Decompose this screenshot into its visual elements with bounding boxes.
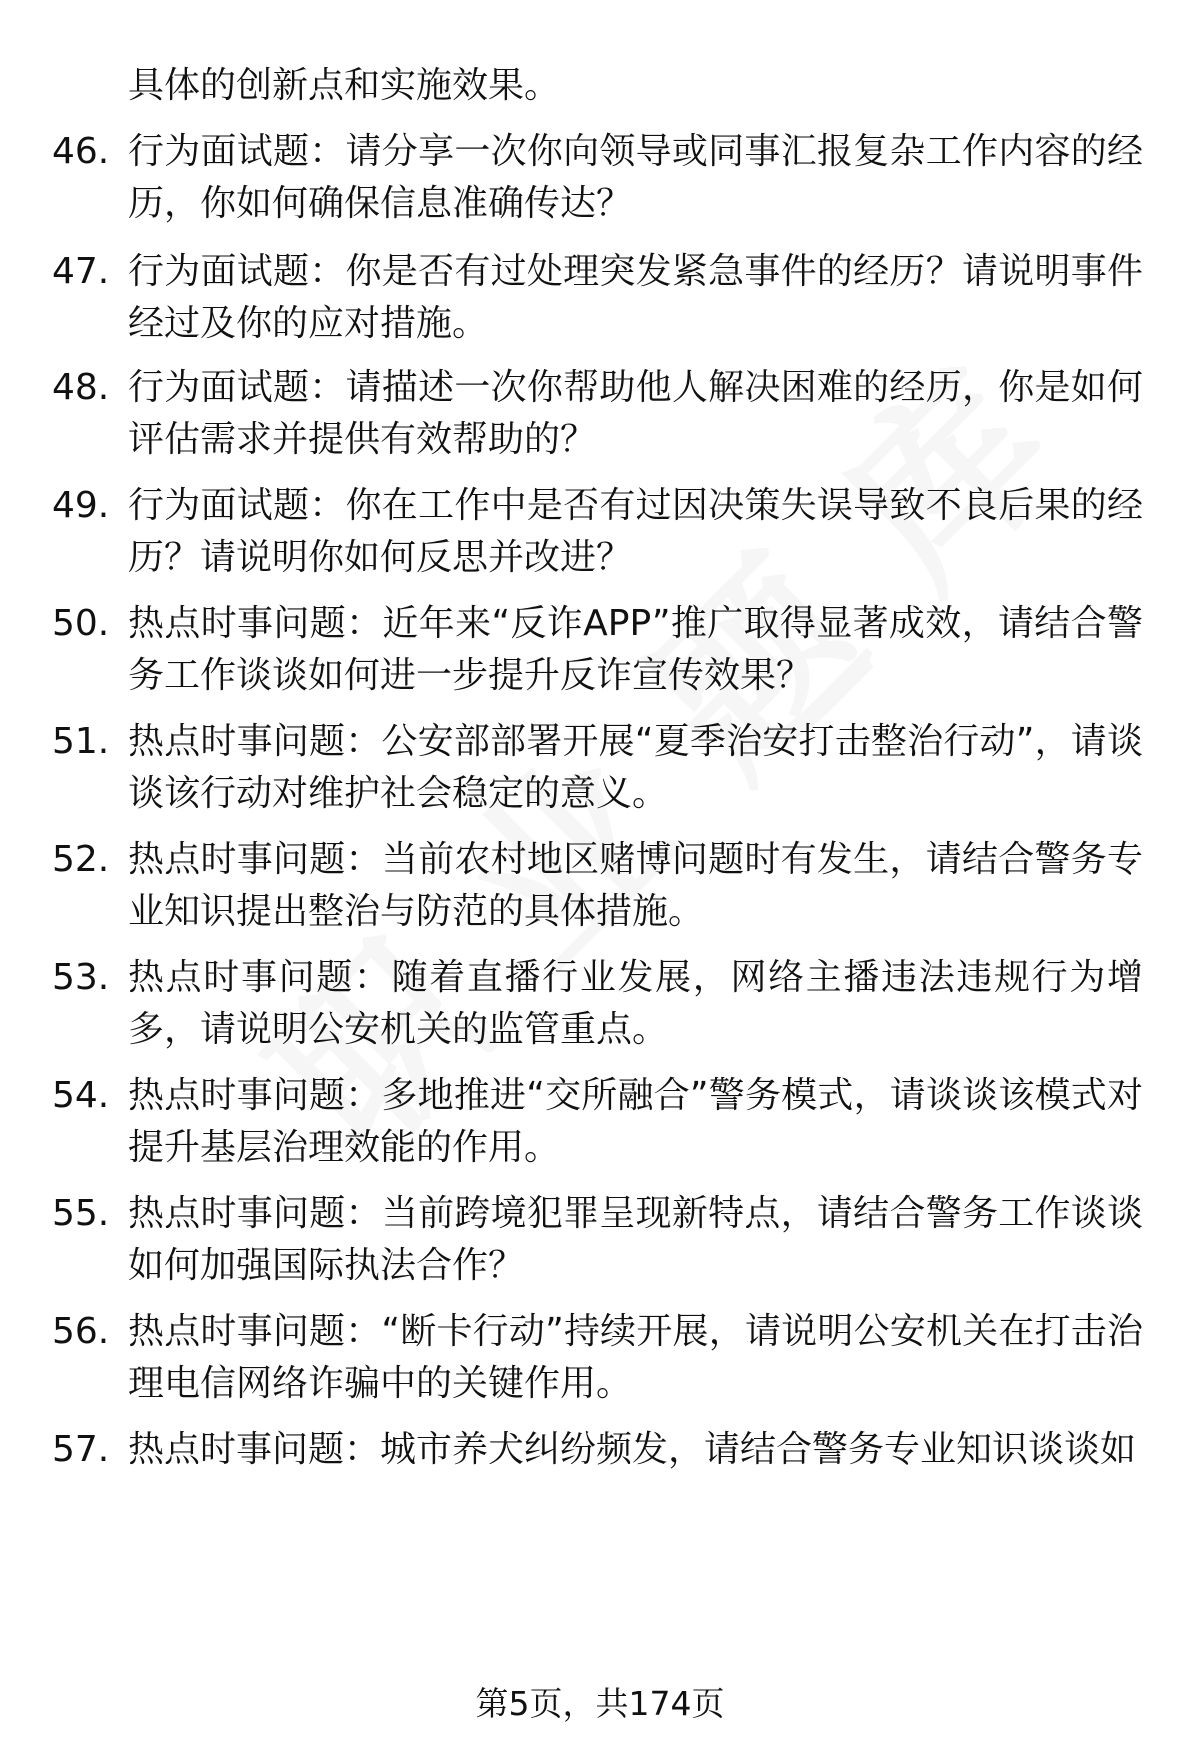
question-text: 热点时事问题：随着直播行业发展，网络主播违法违规行为增多，请说明公安机关的监管重点。 [128,957,1143,1050]
question-number: 56. [52,1311,110,1352]
question-text: 热点时事问题：当前农村地区赌博问题时有发生，请结合警务专业知识提出整治与防范的具体措施。 [128,839,1143,932]
question-text: 热点时事问题：近年来“反诈APP”推广取得显著成效，请结合警务工作谈谈如何进一步提升反诈宣传效果？ [128,603,1143,696]
question-text: 热点时事问题：公安部部署开展“夏季治安打击整治行动”，请谈谈该行动对维护社会稳定的意义。 [128,721,1143,814]
page-footer: 第5页，共174页 [475,1684,725,1723]
question-text: 行为面试题：你是否有过处理突发紧急事件的经历？请说明事件经过及你的应对措施。 [128,251,1143,344]
continuation-text: 具体的创新点和实施效果。 [128,65,561,106]
question-number: 46. [52,131,110,172]
question-text: 热点时事问题：当前跨境犯罪呈现新特点，请结合警务工作谈谈如何加强国际执法合作？ [128,1193,1143,1286]
question-number: 51. [52,721,110,762]
question-text: 行为面试题：请分享一次你向领导或同事汇报复杂工作内容的经历，你如何确保信息准确传达？ [128,131,1143,224]
question-number: 53. [52,957,110,998]
question-text: 热点时事问题：多地推进“交所融合”警务模式，请谈谈该模式对提升基层治理效能的作用。 [128,1075,1143,1168]
question-number: 48. [52,367,110,408]
question-number: 52. [52,839,110,880]
question-text: 行为面试题：你在工作中是否有过因决策失误导致不良后果的经历？请说明你如何反思并改进？ [128,485,1143,578]
question-number: 49. [52,485,110,526]
question-text: 行为面试题：请描述一次你帮助他人解决困难的经历，你是如何评估需求并提供有效帮助的？ [128,367,1143,460]
question-number: 57. [52,1429,110,1470]
question-number: 47. [52,251,110,292]
question-number: 54. [52,1075,110,1116]
question-number: 50. [52,603,110,644]
question-text: 热点时事问题：“断卡行动”持续开展，请说明公安机关在打击治理电信网络诈骗中的关键作用。 [128,1311,1143,1404]
question-text: 热点时事问题：城市养犬纠纷频发，请结合警务专业知识谈谈如 [128,1429,1137,1470]
question-number: 55. [52,1193,110,1234]
